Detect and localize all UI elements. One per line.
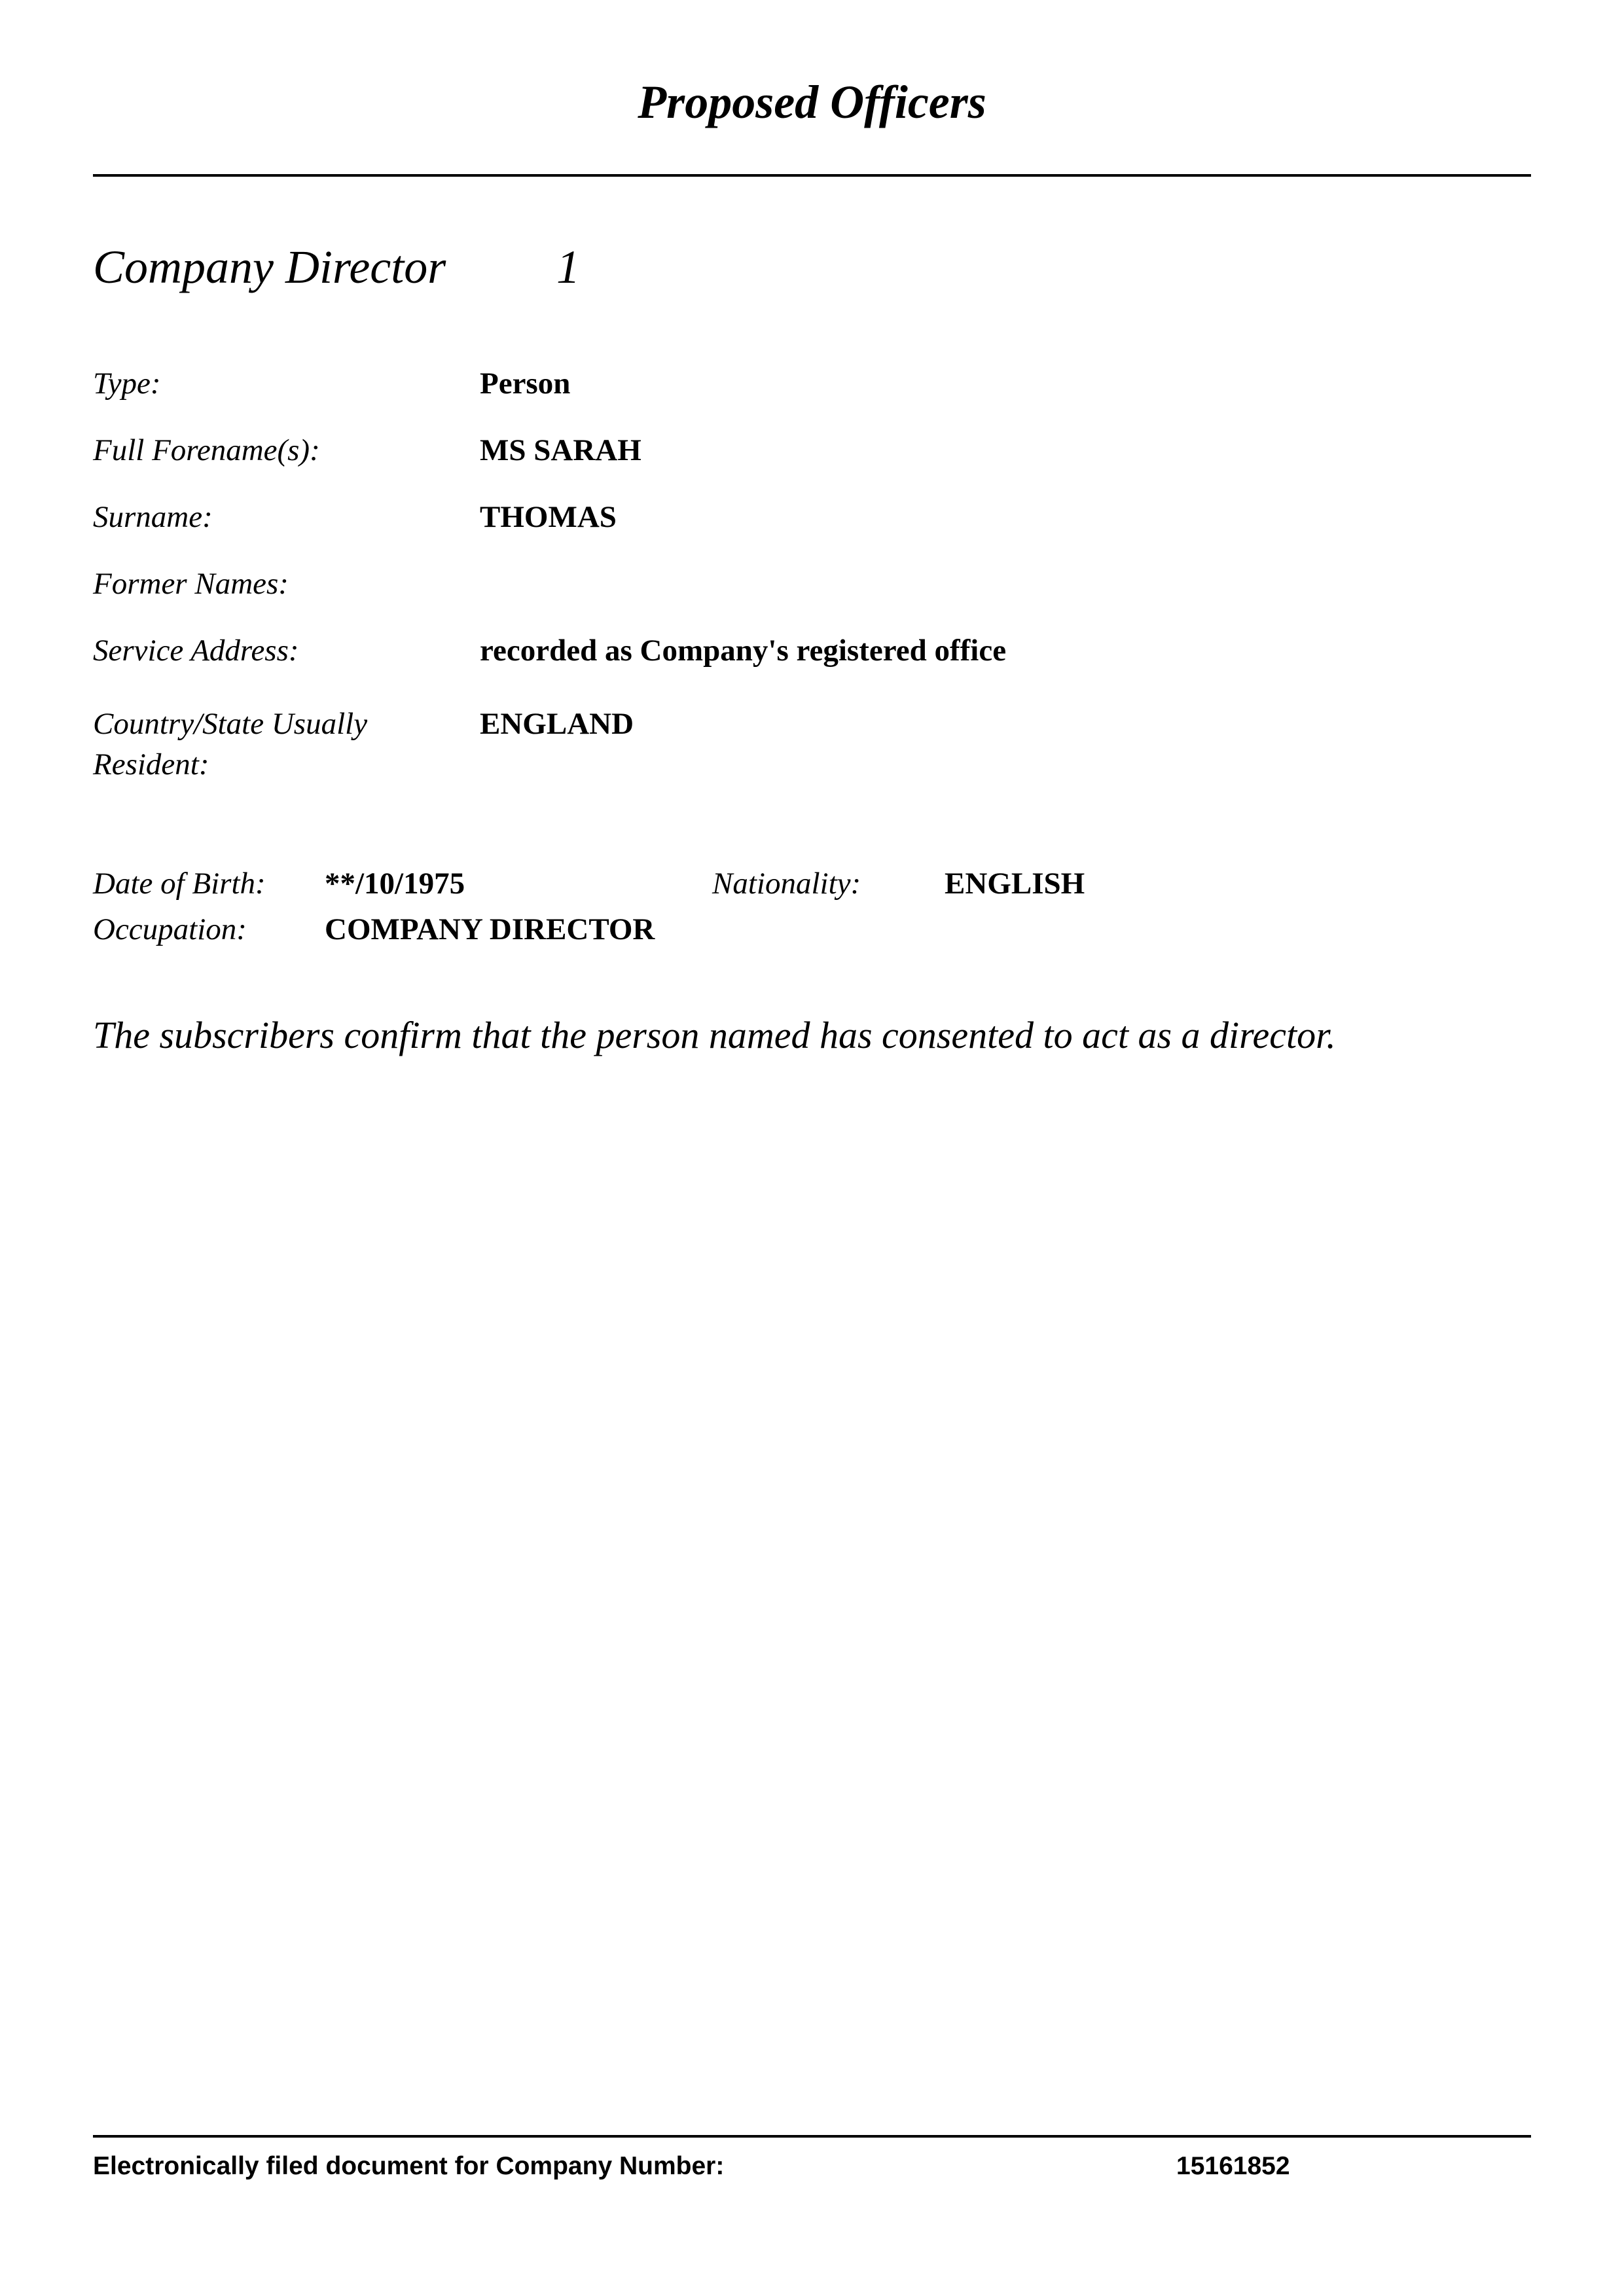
dob-value: **/10/1975 xyxy=(325,867,465,901)
country-resident-label-line1: Country/State Usually xyxy=(93,707,368,741)
footer-label: Electronically filed document for Company Number: xyxy=(93,2152,725,2180)
occupation-label: Occupation: xyxy=(93,912,247,946)
document-title: Proposed Officers xyxy=(638,76,986,128)
country-resident-value: ENGLAND xyxy=(480,707,634,741)
type-label: Type: xyxy=(93,367,161,401)
surname-value: THOMAS xyxy=(480,500,617,534)
forenames-label: Full Forename(s): xyxy=(93,433,320,467)
service-address-label: Service Address: xyxy=(93,634,299,668)
dob-label: Date of Birth: xyxy=(93,867,266,901)
company-number: 15161852 xyxy=(1176,2152,1290,2180)
type-value: Person xyxy=(480,367,571,401)
nationality-label: Nationality: xyxy=(712,867,861,901)
forenames-value: MS SARAH xyxy=(480,433,641,467)
service-address-value: recorded as Company's registered office xyxy=(480,634,1007,668)
country-resident-label-line2: Resident: xyxy=(93,747,209,781)
surname-label: Surname: xyxy=(93,500,213,534)
former-names-label: Former Names: xyxy=(93,567,289,601)
section-number: 1 xyxy=(556,241,580,293)
footer-rule xyxy=(93,2135,1531,2138)
section-heading: Company Director xyxy=(93,241,446,293)
consent-statement: The subscribers confirm that the person named has consented to act as a director. xyxy=(93,1014,1336,1056)
header-rule xyxy=(93,174,1531,177)
occupation-value: COMPANY DIRECTOR xyxy=(325,912,655,946)
nationality-value: ENGLISH xyxy=(945,867,1085,901)
